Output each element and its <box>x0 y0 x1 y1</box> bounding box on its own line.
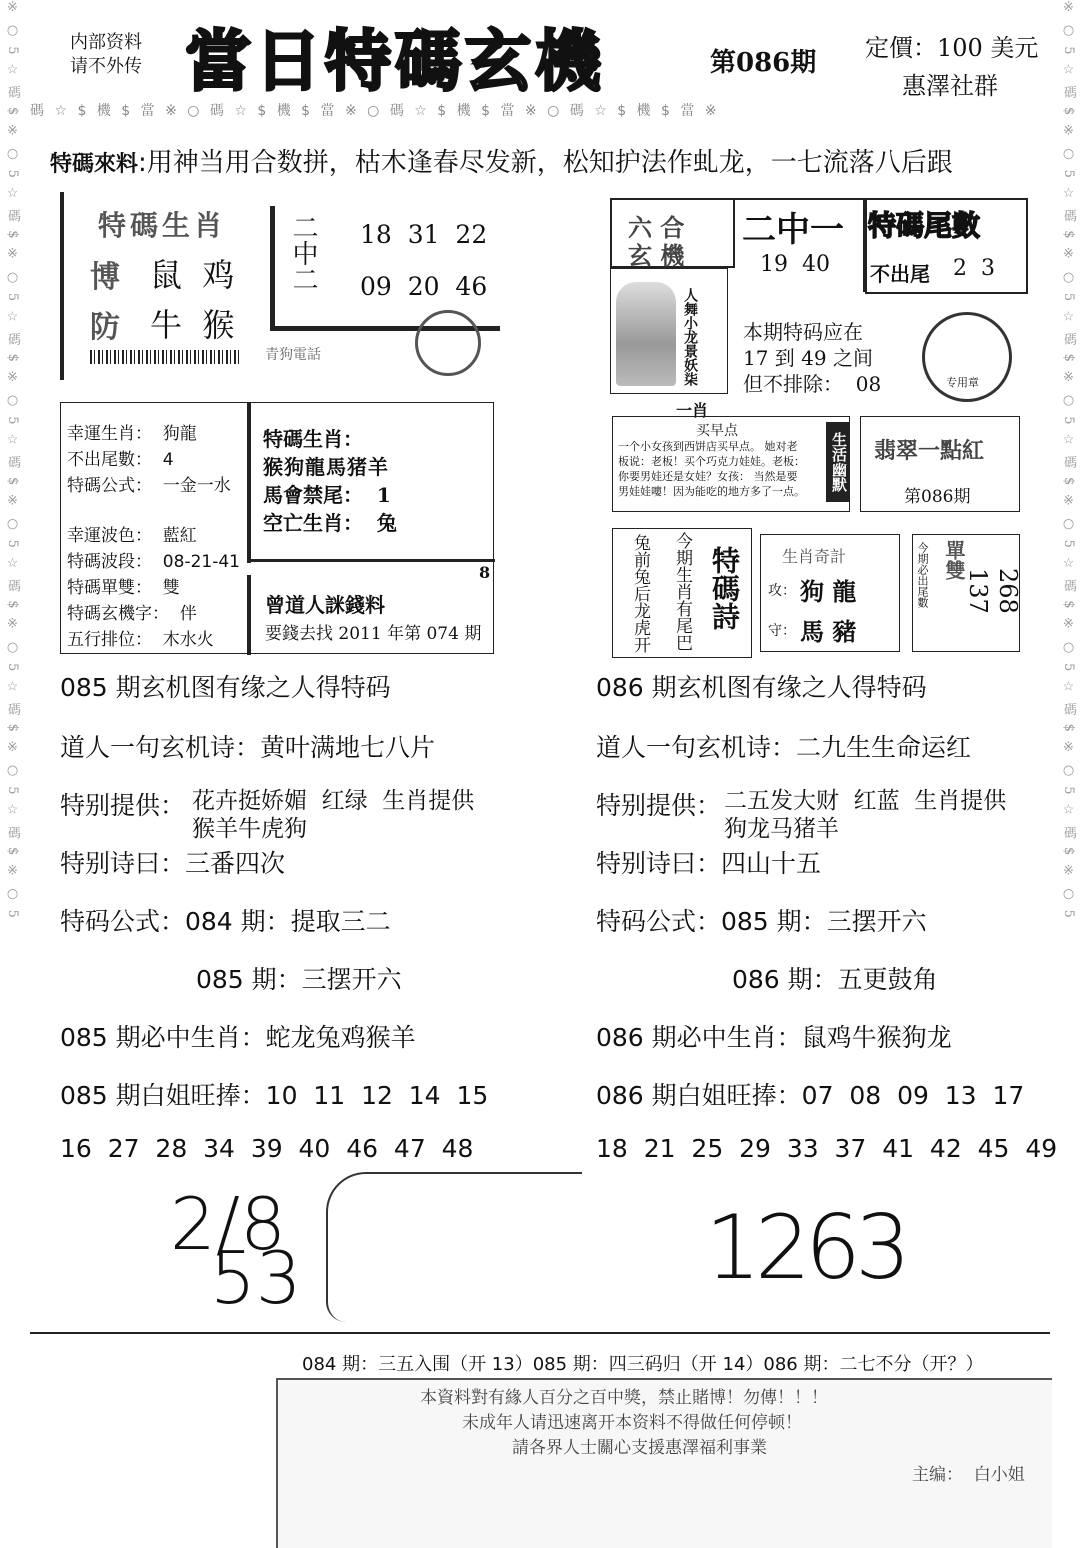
joke-text-1: 一个小女孩到西饼店买早点。 她对老 <box>618 440 798 453</box>
poem-col-a: 兔前兔后龙虎开 <box>630 534 650 653</box>
right-r3-text2: 狗龙马猪羊 <box>724 816 839 842</box>
editor: 主编： 白小姐 <box>912 1465 1025 1485</box>
dan-label: 今期必出尾數 <box>916 542 929 608</box>
info-line-7: 特碼玄機字： 伴 <box>67 604 197 624</box>
er-zhong-er: 二中二 <box>288 214 318 292</box>
group-name: 惠澤社群 <box>902 72 998 100</box>
joke-text-2: 板说：老板！买个巧克力娃娃。老板： <box>618 455 805 468</box>
info-line-1: 幸運生肖： 狗龍 <box>67 424 197 444</box>
left-r2: 道人一句玄机诗：黄叶满地七八片 <box>60 733 436 762</box>
er-zhong-er-row1: 18 31 22 <box>360 220 488 249</box>
poem-box <box>612 528 1020 660</box>
er-zhong-yi: 二中一 <box>742 210 844 250</box>
badge-top: 六 合 <box>628 213 685 242</box>
daoren-title: 曾道人詸錢料 <box>265 593 385 617</box>
right-r1: 086 期玄机图有缘之人得特码 <box>596 673 927 702</box>
right-r9: 18 21 25 29 33 37 41 42 45 49 <box>596 1134 1058 1163</box>
hand-box <box>326 1172 582 1322</box>
left-r7: 085 期必中生肖：蛇龙兔鸡猴羊 <box>60 1023 416 1052</box>
source-text: :用神当用合数拼，枯木逢春尽发新，松知护法作虬龙，一七流落八后跟 <box>138 148 953 178</box>
left-r6: 085 期：三摆开六 <box>196 965 402 994</box>
attack-zodiac: 狗 龍 <box>800 577 857 606</box>
zodiac-box-caption: 青狗電話 <box>265 347 321 363</box>
header <box>30 0 1050 100</box>
right-r3-text: 二五发大财 红蓝 生肖提供 <box>724 788 1007 814</box>
right-top-box <box>610 198 1028 398</box>
left-r3-text: 花卉挺娇媚 红绿 生肖提供 <box>192 788 475 814</box>
defend-label: 守： <box>768 623 796 639</box>
club-seal-text: 专用章 <box>946 376 979 389</box>
special-zodiac-list: 猴狗龍馬猪羊 <box>263 455 389 479</box>
figure-caption: 人舞小龙景妖柒 <box>682 288 698 386</box>
handwritten-left-bottom: 53 <box>210 1236 302 1320</box>
info-line-6: 特碼單雙： 雙 <box>67 578 180 598</box>
left-r4: 特别诗曰：三番四次 <box>60 849 286 878</box>
left-r5: 特码公式：084 期：提取三二 <box>60 907 391 936</box>
attack-label: 攻： <box>768 583 796 599</box>
kongwang-zodiac: 空亡生肖： 兔 <box>263 511 397 535</box>
notice-line-2: 未成年人请迅速离开本资料不得做任何停顿！ <box>462 1413 802 1433</box>
daoren-text: 要錢去找 2011 年第 074 期 <box>265 624 482 644</box>
info-line-8: 五行排位： 木水火 <box>67 630 214 650</box>
zodiac-box-title: 特碼生肖 <box>98 209 227 242</box>
joke-box <box>612 398 1020 516</box>
barcode <box>90 350 240 364</box>
info-line-2: 不出尾數： 4 <box>67 450 174 470</box>
price: 定價：100 美元 <box>865 34 1039 62</box>
right-decor-strip: ※ ○ 5 ☆ 碼 $ ※ ○ 5 ☆ 碼 $ ※ ○ 5 ☆ 碼 $ ※ ○ 5 ☆ 碼 $ ※ ○ 5 ☆ 碼 $ ※ ○ 5 ☆ 碼 $ ※ ○ 5 ☆ 碼 $ ※ ○ 5 <box>1061 0 1076 920</box>
info-line-3: 特碼公式： 一金一水 <box>67 476 231 496</box>
tail-title: 特碼尾數 <box>868 209 981 242</box>
badge-bottom: 玄 機 <box>628 241 685 270</box>
no-tail-values: 2 3 <box>953 256 995 281</box>
page-title: 當日特碼玄機 <box>185 23 605 100</box>
red-title: 翡翠一點紅 <box>874 438 985 464</box>
info-line-4: 幸運波色： 藍紅 <box>67 526 197 546</box>
left-r3-label: 特别提供： <box>60 791 186 820</box>
issue-number: 第086期 <box>710 48 817 78</box>
er-zhong-yi-nums: 19 40 <box>760 252 830 277</box>
right-r5: 特码公式：085 期：三摆开六 <box>596 907 927 936</box>
tail-range-line3: 但不排除： 08 <box>743 372 882 396</box>
internal-note-2: 请不外传 <box>70 56 142 77</box>
joke-tag: 生活幽默 <box>826 422 850 502</box>
tag-fang: 防 <box>90 310 120 345</box>
right-r8: 086 期白姐旺捧：07 08 09 13 17 <box>596 1081 1025 1110</box>
info-box <box>60 402 494 654</box>
zodiac-box <box>60 192 495 380</box>
bo-zodiac: 鼠 鸡 <box>150 256 235 294</box>
fang-zodiac: 牛 猴 <box>150 306 235 344</box>
special-zodiac-title: 特碼生肖： <box>263 427 363 451</box>
history-line: 084 期：三五入围（开 13）085 期：四三码归（开 14）086 期：二七不分（开？） <box>302 1354 984 1375</box>
joke-issue: 第086期 <box>904 487 971 507</box>
defend-zodiac: 馬 豬 <box>800 617 857 646</box>
left-decor-strip: ※ ○ 5 ☆ 碼 $ ※ ○ 5 ☆ 碼 $ ※ ○ 5 ☆ 碼 $ ※ ○ 5 ☆ 碼 $ ※ ○ 5 ☆ 碼 $ ※ ○ 5 ☆ 碼 $ ※ ○ 5 ☆ 碼 $ ※ ○ 5 <box>5 0 20 920</box>
tag-bo: 博 <box>90 260 120 295</box>
right-r6: 086 期：五更鼓角 <box>732 965 938 994</box>
joke-lead: 一肖 <box>676 401 709 420</box>
left-r3-text2: 猴羊牛虎狗 <box>192 816 307 842</box>
figure-image <box>616 282 676 386</box>
dan-title: 單雙 <box>942 540 966 580</box>
poem-col-b: 今期生肖有尾巴 <box>672 532 692 651</box>
tail-range-line2: 17 到 49 之间 <box>743 346 873 370</box>
right-r3-label: 特别提供： <box>596 791 722 820</box>
left-r8: 085 期白姐旺捧：10 11 12 14 15 <box>60 1081 489 1110</box>
handwritten-left-top: 2/8 <box>170 1182 286 1266</box>
banned-tail: 馬會禁尾： 1 <box>263 483 391 507</box>
notice-line-3: 請各界人士關心支援惠澤福利事業 <box>512 1438 767 1458</box>
joke-text-3: 你要男娃还是女娃？女孩： 当然是要 <box>618 470 798 483</box>
poem-label: 特碼詩 <box>708 546 741 630</box>
handwritten-right: 1263 <box>705 1196 905 1299</box>
trick-title: 生肖奇計 <box>782 547 847 566</box>
info-line-5: 特碼波段： 08-21-41 <box>67 552 240 572</box>
dan-a: 268 <box>994 568 1022 614</box>
no-tail-label: 不出尾 <box>870 262 930 286</box>
source-label: 特碼來料 <box>50 151 139 177</box>
stamp-seal <box>415 310 481 376</box>
dan-b: 137 <box>964 568 992 614</box>
right-r7: 086 期必中生肖：鼠鸡牛猴狗龙 <box>596 1023 952 1052</box>
joke-title: 买早点 <box>696 423 738 439</box>
tail-range-line1: 本期特码应在 <box>743 320 863 344</box>
er-zhong-er-row2: 09 20 46 <box>360 272 488 301</box>
decor-row: 碼 ☆ $ 機 $ 當 ※ ○ 碼 ☆ $ 機 $ 當 ※ ○ 碼 ☆ $ 機 $ 當 ※ ○ 碼 ☆ $ 機 $ 當 ※ <box>30 103 720 119</box>
left-r9: 16 27 28 34 39 40 46 47 48 <box>60 1134 474 1163</box>
source-line <box>50 142 953 179</box>
left-r1: 085 期玄机图有缘之人得特码 <box>60 673 391 702</box>
joke-text-4: 男娃娃嘍！因为能吃的地方多了一点。 <box>618 485 805 498</box>
right-r2: 道人一句玄机诗：二九生生命运红 <box>596 733 972 762</box>
internal-note-1: 内部资料 <box>70 32 142 53</box>
notice-line-1: 本資料對有緣人百分之百中獎，禁止賭博！勿傳！！！ <box>420 1388 828 1408</box>
corner-number: 8 <box>479 563 491 582</box>
right-r4: 特别诗曰：四山十五 <box>596 849 822 878</box>
